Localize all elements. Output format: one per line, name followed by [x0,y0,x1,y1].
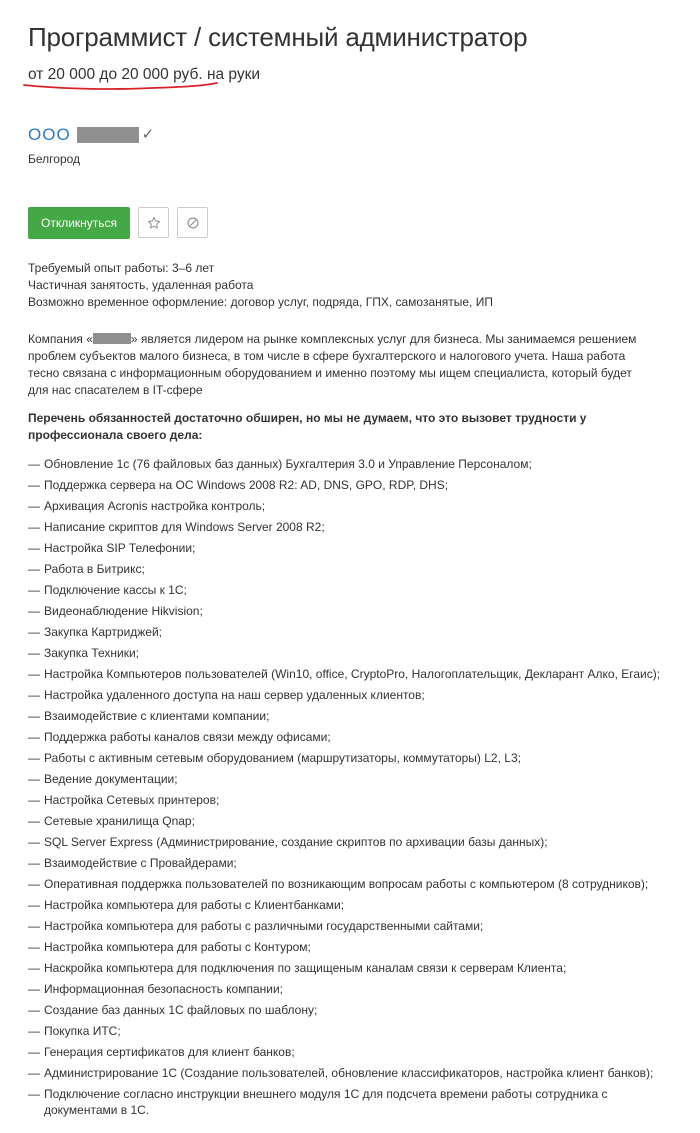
dash-marker: — [28,877,40,891]
duty-text: Подключение кассы к 1С; [44,583,187,597]
duty-text: Ведение документации; [44,772,178,786]
page-title: Программист / системный администратор [28,22,528,52]
list-item [28,939,668,955]
list-item [28,1065,668,1081]
list-item [28,498,668,514]
list-item [28,981,668,997]
salary-text: от 20 000 до 20 000 руб. на руки [28,66,261,83]
dash-marker: — [28,835,40,849]
red-underline-annotation [22,80,222,92]
duty-text: Подключение согласно инструкции внешнего модуля 1С для подсчета времени работы сотрудника с документами в 1С. [44,1087,608,1117]
company-link[interactable]: ООО [28,125,71,144]
dash-marker: — [28,583,40,597]
duty-text: Создание баз данных 1С файловых по шаблону; [44,1003,318,1017]
dash-marker: — [28,604,40,618]
dash-marker: — [28,730,40,744]
list-item [28,687,668,703]
dash-marker: — [28,625,40,639]
vacancy-meta [28,260,493,311]
duty-text: Настройка компьютера для работы с Клиентбанками; [44,898,345,912]
list-item [28,792,668,808]
list-item [28,624,668,640]
duties-list [28,456,668,1123]
redacted-company-name-inline [93,333,131,344]
list-item [28,708,668,724]
description-rest: » является лидером на рынке комплексных услуг для бизнеса. Мы занимаемся решением проблем субъектов малого бизнеса, в том числе в сфере бухгалтерского и налогового учета. Наша работа тесно связана с информационным оборудованием и именно поэтому мы ищем специалиста, который будет для нас спасателем в IT-сфере [28,332,637,397]
duty-text: Покупка ИТС; [44,1024,121,1038]
duty-text: SQL Server Express (Администрирование, создание скриптов по архивации базы данных); [44,835,548,849]
dash-marker: — [28,1087,40,1101]
duty-text: Обновление 1с (76 файловых баз данных) Бухгалтерия 3.0 и Управление Персоналом; [44,457,532,471]
redacted-company-name [77,127,139,143]
duty-text: Работа в Битрикс; [44,562,145,576]
duty-text: Администрирование 1С (Создание пользователей, обновление классификаторов, настройка клиент банков); [44,1066,654,1080]
hide-vacancy-button[interactable] [177,207,208,238]
dash-marker: — [28,541,40,555]
duty-text: Настройка компьютера для работы с Контуром; [44,940,311,954]
duty-text: Поддержка работы каналов связи между офисами; [44,730,331,744]
dash-marker: — [28,856,40,870]
dash-marker: — [28,751,40,765]
list-item [28,1002,668,1018]
experience-text: Требуемый опыт работы: 3–6 лет [28,261,215,275]
list-item [28,876,668,892]
list-item [28,729,668,745]
list-item [28,750,668,766]
duty-text: Настройка удаленного доступа на наш сервер удаленных клиентов; [44,688,425,702]
dash-marker: — [28,688,40,702]
dash-marker: — [28,457,40,471]
star-icon [147,216,161,230]
duties-heading: Перечень обязанностей достаточно обширен, но мы не думаем, что это вызовет трудности у профессионала своего дела: [28,411,587,442]
list-item [28,918,668,934]
duty-text: Оперативная поддержка пользователей по возникающим вопросам работы с компьютером (8 сотрудников); [44,877,649,891]
list-item [28,1086,668,1118]
dash-marker: — [28,709,40,723]
list-item [28,813,668,829]
list-item [28,834,668,850]
dash-marker: — [28,646,40,660]
duty-text: Работы с активным сетевым оборудованием (маршрутизаторы, коммутаторы) L2, L3; [44,751,521,765]
list-item [28,603,668,619]
duty-text: Сетевые хранилища Qnap; [44,814,195,828]
list-item [28,771,668,787]
duty-text: Поддержка сервера на ОС Windows 2008 R2: AD, DNS, GPO, RDP, DHS; [44,478,449,492]
dash-marker: — [28,499,40,513]
list-item [28,1023,668,1039]
dash-marker: — [28,940,40,954]
dash-marker: — [28,1024,40,1038]
duty-text: Взаимодействие с Провайдерами; [44,856,237,870]
duty-text: Закупка Техники; [44,646,140,660]
duty-text: Настройка Сетевых принтеров; [44,793,220,807]
duty-text: Написание скриптов для Windows Server 2008 R2; [44,520,325,534]
list-item [28,645,668,661]
list-item [28,519,668,535]
employment-text: Частичная занятость, удаленная работа [28,278,254,292]
list-item [28,1044,668,1060]
list-item [28,960,668,976]
list-item [28,456,668,472]
list-item [28,855,668,871]
duty-text: Закупка Картриджей; [44,625,163,639]
dash-marker: — [28,982,40,996]
dash-marker: — [28,562,40,576]
block-icon [186,216,200,230]
dash-marker: — [28,919,40,933]
contract-text: Возможно временное оформление: договор услуг, подряда, ГПХ, самозанятые, ИП [28,295,493,309]
list-item [28,477,668,493]
dash-marker: — [28,772,40,786]
duty-text: Видеонаблюдение Hikvision; [44,604,203,618]
dash-marker: — [28,1066,40,1080]
dash-marker: — [28,1045,40,1059]
favorite-button[interactable] [138,207,169,238]
dash-marker: — [28,793,40,807]
description-start: Компания « [28,332,93,346]
list-item [28,897,668,913]
duty-text: Информационная безопасность компании; [44,982,283,996]
duty-text: Настройка SIP Телефонии; [44,541,196,555]
dash-marker: — [28,1003,40,1017]
list-item [28,666,668,682]
dash-marker: — [28,898,40,912]
duty-text: Наскройка компьютера для подключения по защищеным каналам связи к серверам Клиента; [44,961,567,975]
list-item [28,540,668,556]
duty-text: Настройка Компьютеров пользователей (Win10, office, CryptoPro, Налогоплательщик, Декларант Алко, Егаис); [44,667,661,681]
list-item [28,582,668,598]
duty-text: Настройка компьютера для работы с различными государственными сайтами; [44,919,484,933]
dash-marker: — [28,814,40,828]
check-icon: ✓ [141,126,155,143]
dash-marker: — [28,667,40,681]
city-label: Белгород [28,152,81,166]
respond-button[interactable]: Откликнуться [28,207,130,239]
company-description [28,331,648,399]
duty-text: Генерация сертификатов для клиент банков; [44,1045,295,1059]
action-bar [28,207,208,239]
company-row [28,124,154,146]
duty-text: Взаимодействие с клиентами компании; [44,709,270,723]
list-item [28,561,668,577]
dash-marker: — [28,961,40,975]
dash-marker: — [28,478,40,492]
dash-marker: — [28,520,40,534]
duty-text: Архивация Acronis настройка контроль; [44,499,266,513]
